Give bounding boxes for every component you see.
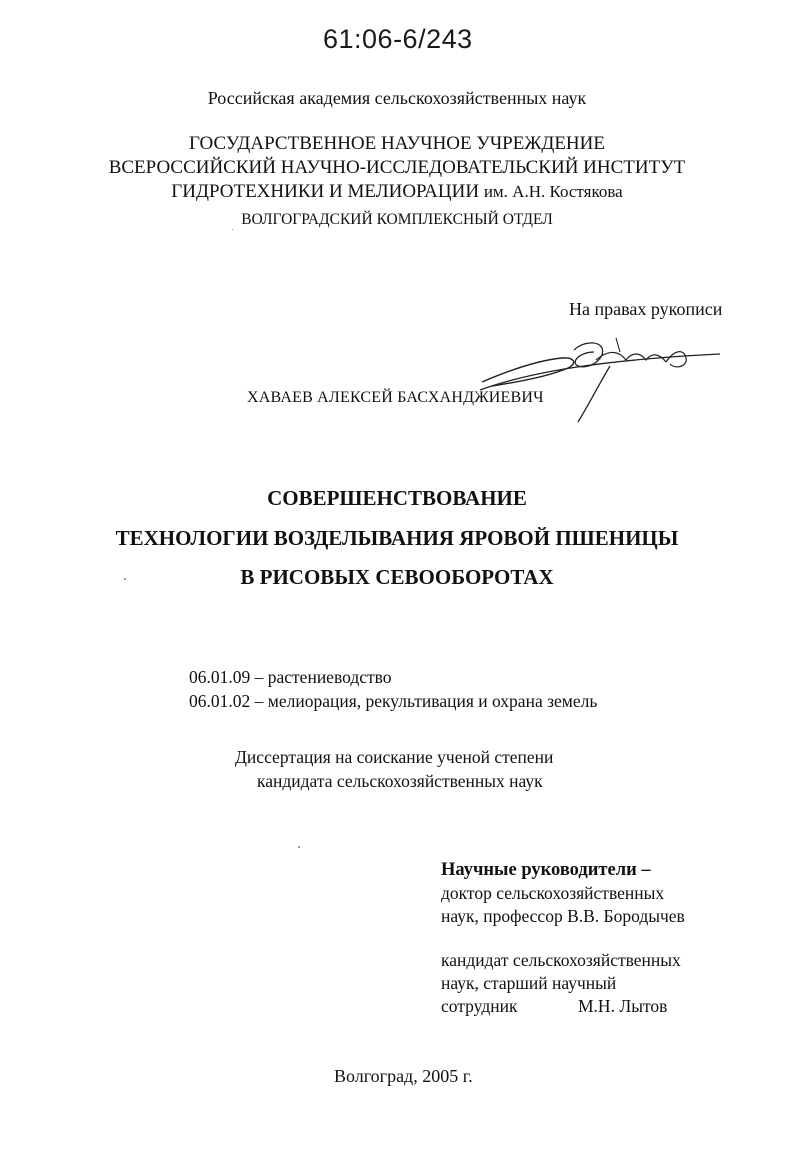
specialty-2: 06.01.02 – мелиорация, рекультивация и охрана земель <box>189 691 598 711</box>
scan-speck <box>232 229 233 230</box>
supervisor-2-line-2: наук, старший научный <box>441 973 617 993</box>
author-name: ХАВАЕВ АЛЕКСЕЙ БАСХАНДЖИЕВИЧ <box>247 389 544 406</box>
city-year: Волгоград, 2005 г. <box>334 1066 473 1086</box>
institution-line-1: ГОСУДАРСТВЕННОЕ НАУЧНОЕ УЧРЕЖДЕНИЕ <box>189 133 605 154</box>
institution-line-2: ВСЕРОССИЙСКИЙ НАУЧНО-ИССЛЕДОВАТЕЛЬСКИЙ ИНСТИТУТ <box>108 157 686 178</box>
scan-speck <box>124 578 126 580</box>
supervisor-2-name: М.Н. Лытов <box>578 996 668 1016</box>
supervisor-2-line-3: сотрудник <box>441 996 518 1016</box>
scan-speck <box>298 846 300 848</box>
institution-name: ГИДРОТЕХНИКИ И МЕЛИОРАЦИИ <box>171 181 480 202</box>
supervisors-heading: Научные руководители – <box>441 860 651 880</box>
institution-honorific: им. А.Н. Костякова <box>483 182 623 201</box>
rights-note: На правах рукописи <box>569 299 723 319</box>
dissertation-line-1: Диссертация на соискание ученой степени <box>235 747 554 767</box>
supervisor-1-line-1: доктор сельскохозяйственных <box>441 883 665 903</box>
specialty-1: 06.01.09 – растениеводство <box>189 667 392 687</box>
department-name: ВОЛГОГРАДСКИЙ КОМПЛЕКСНЫЙ ОТДЕЛ <box>241 211 553 228</box>
dissertation-line-2: кандидата сельскохозяйственных наук <box>257 771 543 791</box>
supervisor-1-line-2: наук, профессор В.В. Бородычев <box>441 906 685 926</box>
institution-line-3 <box>0 181 794 203</box>
supervisor-2-line-1: кандидат сельскохозяйственных <box>441 950 681 970</box>
title-line-3: В РИСОВЫХ СЕВООБОРОТАХ <box>240 565 554 589</box>
title-line-2: ТЕХНОЛОГИИ ВОЗДЕЛЫВАНИЯ ЯРОВОЙ ПШЕНИЦЫ <box>115 526 679 550</box>
signature-graphic <box>470 330 730 430</box>
document-number: 61:06-6/243 <box>323 24 473 54</box>
title-line-1: СОВЕРШЕНСТВОВАНИЕ <box>267 486 527 510</box>
academy-name: Российская академия сельскохозяйственных наук <box>207 88 587 108</box>
